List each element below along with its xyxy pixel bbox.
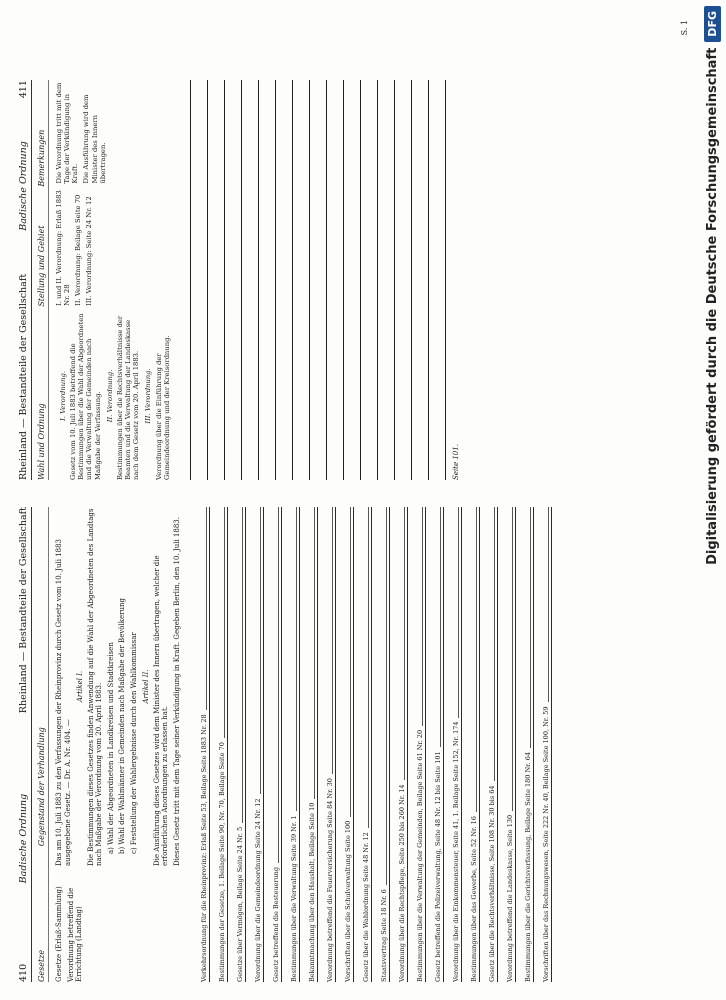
page-mark: S. 1: [680, 20, 689, 36]
left-paragraph: c) Feststellung der Wahlergebnisse durch den Wahlkommissar: [129, 632, 138, 854]
ruled-line: [429, 80, 446, 480]
ruled-line: [259, 80, 276, 480]
list-item: Gesetz über die Rechtsverhältnisse, Seite 108 Nr. 30 bis 64: [480, 507, 498, 982]
right-remark: Die Verordnung tritt mit dem Tage der Verkündigung in Kraft.: [55, 82, 80, 184]
right-page-number: 411: [18, 80, 29, 99]
left-header-center: Rheinland — Bestandteile der Gesellschaft: [18, 507, 29, 714]
dfg-logo: DFG: [704, 6, 721, 42]
ruled-line: [327, 80, 344, 480]
ruled-line: [412, 80, 429, 480]
list-item: Bestimmungen der Gesetze, 1. Beilage Seite 90, Nr. 70, Beilage Seite 70: [210, 507, 228, 982]
list-item: Vorschriften über die Schulverwaltung Seite 100: [336, 507, 354, 982]
right-page-header: [18, 80, 32, 480]
right-paragraph: Verordnung über die Einführung der Gemeindeordnung und der Kreisordnung.: [154, 335, 171, 480]
right-page: [0, 70, 726, 490]
list-item: Verordnung betreffend die Feuerversicherung Seite 84 Nr. 30: [318, 507, 336, 982]
right-col-header-3: Bemerkungen: [37, 129, 46, 187]
ruled-line: [191, 80, 208, 480]
list-item: Gesetz betreffend die Polizeiverwaltung, Seite 48 Nr. 12 bis Seite 101: [426, 507, 444, 982]
left-side-column: [55, 866, 184, 982]
left-paragraph: b) Wahl der Wahlmänner in Gemeinden nach Maßgabe der Bevölkerung: [118, 598, 127, 854]
list-item: Bestimmungen über die Gerichtsverfassung, Beilage Seite 180 Nr. 64: [516, 507, 534, 982]
ruled-line: [395, 80, 412, 480]
list-item: Verordnung über die Rechtspflege, Seite 250 bis 260 Nr. 14: [390, 507, 408, 982]
list-item: Bestimmungen über das Gewerbe, Seite 52 Nr. 16: [462, 507, 480, 982]
left-paragraph: Die Ausführung dieses Gesetzes wird dem Minister des Innern übertragen, welcher die erforderlichen Anordnungen zu erlassen hat.: [152, 555, 170, 866]
left-side-text: Verordnung betreffend die Errichtung (Landtag): [66, 887, 84, 982]
right-header-left: Rheinland — Bestandteile der Gesellschaft: [18, 273, 29, 480]
left-intro: Das am 10. Juli 1883 zu den Verfassungen der Rheinprovinz durch Gesetz vom 10. Juli 1883 ausgegebene Gesetz. — Dr. A. Nr. 404. —: [55, 539, 72, 866]
dfg-banner-text: Digitalisierung gefördert durch die Deutsche Forschungsgemeinschaft: [704, 47, 720, 565]
right-col-header-1: Wahl und Ordnung: [37, 403, 46, 480]
ruled-line: [242, 80, 259, 480]
left-header-left: Badische Ordnung: [18, 793, 29, 884]
list-item: Bestimmungen über die Verwaltung Seite 39 Nr. 1: [282, 507, 300, 982]
right-body: [55, 80, 174, 480]
left-paragraph: Dieses Gesetz tritt mit dem Tage seiner Verkündigung in Kraft. Gegeben Berlin, den 10. Juli 1883.: [172, 517, 181, 866]
left-paragraph: Die Bestimmungen dieses Gesetzes finden Anwendung auf die Wahl der Abgeordneten des Landtags nach Maßgabe der Verordnung vom 20. April 1883.: [86, 508, 104, 866]
list-item: Bekanntmachung über den Haushalt, Beilage Seite 10: [300, 507, 318, 982]
left-col-header-laws: Gesetze: [37, 949, 46, 982]
left-page: [0, 495, 726, 1000]
list-item: Verkehrsordnung für die Rheinprovinz: Erlaß Seite 53, Beilage Seite 1883 Nr. 28: [192, 507, 210, 982]
ruled-line: [293, 80, 310, 480]
right-column-headers: [37, 80, 49, 480]
right-mid-item: II. Verordnung: Beilage Seite 70: [74, 194, 83, 306]
left-page-number: 410: [18, 963, 29, 982]
right-mid-column: [55, 183, 174, 305]
left-main-column: [55, 507, 184, 866]
left-side-text: Gesetze (Erlaß-Sammlung): [55, 886, 63, 982]
ruled-line: [225, 80, 242, 480]
left-column-headers: [37, 507, 49, 982]
dfg-banner: [698, 0, 726, 1000]
right-paragraph: Gesetz vom 10. Juli 1883 betreffend die Bestimmungen über die Wahl der Abgeordneten und die Verwaltung der Gemeinden nach Maßgabe der Verfassung.: [69, 313, 102, 480]
right-col-header-2: Stellung und Gebiet: [37, 225, 46, 307]
right-paragraph: Bestimmungen über die Rechtsverhältnisse der Beamten und die Verwaltung der Landeskasse nach dem Gesetz vom 20. April 1883.: [115, 315, 141, 480]
ruled-line: [344, 80, 361, 480]
ruled-line: [276, 80, 293, 480]
right-remarks-column: [55, 80, 174, 183]
list-item: Staatsvertrag Seite 18 Nr. 6: [372, 507, 390, 982]
left-col-header-subject: Gegenstand der Verhandlung: [37, 727, 46, 847]
ruled-line: [208, 80, 225, 480]
list-item: Gesetz über die Wahlordnung Seite 48 Nr. 12: [354, 507, 372, 982]
left-body: [55, 507, 184, 982]
list-item: Vorschriften über das Rechnungswesen, Seite 222 Nr. 40, Beilage Seite 100, Nr. 59: [534, 507, 552, 982]
right-main-column: [55, 306, 174, 480]
left-page-header: [18, 507, 32, 982]
ruled-line: [361, 80, 378, 480]
ruled-line: [310, 80, 327, 480]
list-item: Verordnung über die Einkommensteuer, Seite 41, 1. Beilage Seite 152, Nr. 174: [444, 507, 462, 982]
left-entry-list: [192, 507, 552, 982]
list-item: Bestimmungen über die Verwaltung der Gemeinden, Beilage Seite 61 Nr. 20: [408, 507, 426, 982]
left-paragraph: a) Wahl der Abgeordneten in Landkreisen und Stadtkreisen: [106, 642, 115, 854]
left-section-heading: Artikel II.: [142, 669, 151, 704]
right-section-heading: II. Verordnung.: [105, 369, 114, 423]
right-remark: Die Ausführung wird dem Minister des Innern übertragen.: [82, 94, 107, 184]
ruled-line: [378, 80, 395, 480]
list-item: Gesetz betreffend die Besteuerung: [264, 507, 282, 982]
right-page-footer: Seite 101.: [451, 444, 460, 480]
list-item: Verordnung betreffend die Landeskasse, Seite 130: [498, 507, 516, 982]
right-header-right: Badische Ordnung: [18, 141, 29, 231]
right-ruled-lines: [174, 80, 446, 480]
ruled-line: [174, 80, 191, 480]
left-section-heading: Artikel I.: [76, 670, 85, 703]
list-item: Gesetze über Vermögen, Beilage Seite 24 Nr. 5: [228, 507, 246, 982]
right-section-heading: III. Verordnung.: [144, 368, 153, 424]
right-mid-item: III. Verordnung: Seite 24 Nr. 12: [85, 196, 94, 306]
right-section-heading: I. Verordnung.: [59, 370, 67, 421]
list-item: Verordnung über die Gemeindeordnung Seite 24 Nr. 12: [246, 507, 264, 982]
right-mid-item: I. und II. Verordnung: Erlaß 1883 Nr. 28: [55, 190, 72, 306]
